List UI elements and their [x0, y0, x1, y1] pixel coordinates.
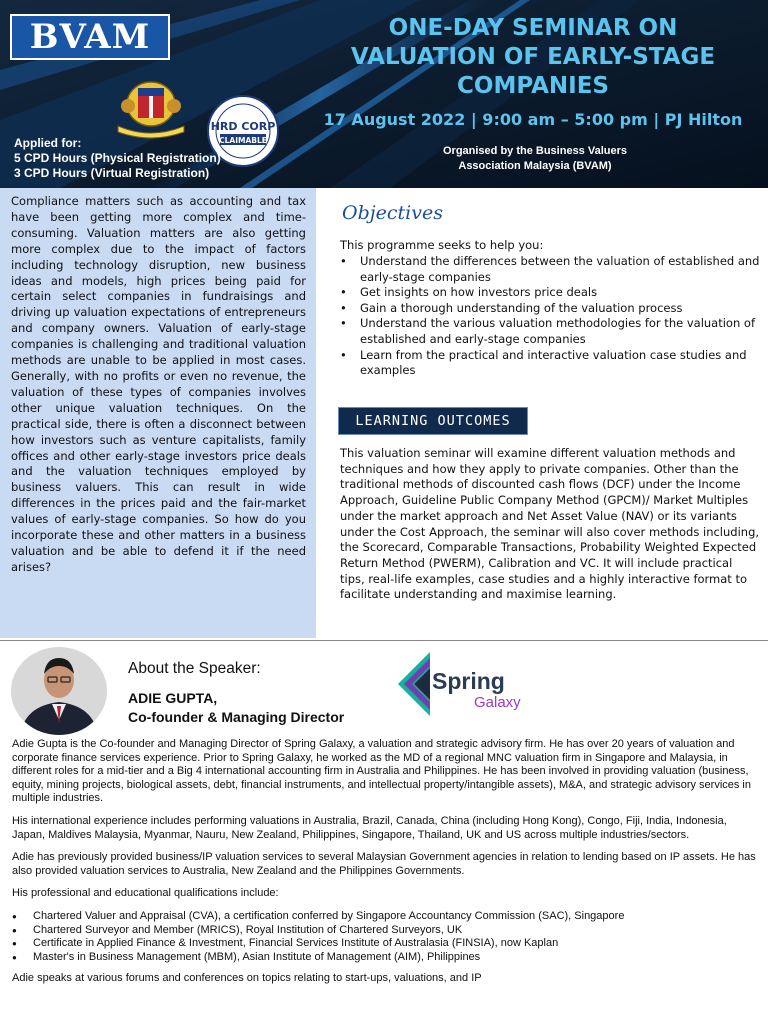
- organiser-line: Organised by the Business Valuers: [442, 145, 627, 157]
- bio-paragraph: Adie Gupta is the Co-founder and Managing Director of Spring Galaxy, a valuation and strategic advisory firm. He has over 20 years of valuation and corporate finance services experience. Prior to Spring Galaxy, he worked as the MD of a regional MNC valuation firm in Singapore and Malaysia, in different roles for a mid-tier and a Big 4 international accounting firm in Australia and Philippines. He has been involved in providing valuation (business, equity, mining projects, biological assets, debt, financial instruments, and intellectual property/intangible assets), M&A, and strategic advisory services in multiple industries.: [12, 738, 751, 805]
- objective-item: • Get insights on how investors price deals: [340, 285, 760, 301]
- bio-closing: Adie speaks at various forums and conferences on topics relating to start-ups, valuations, and IP: [12, 972, 482, 985]
- speaker-name-block: [128, 689, 344, 727]
- objective-item: • Understand the differences between the valuation of established and early-stage companies: [340, 254, 760, 285]
- objectives-list: [340, 254, 760, 379]
- spring-logo-text: Spring: [432, 668, 505, 694]
- cpd-line: Applied for:: [14, 136, 82, 150]
- organiser-info: [410, 144, 660, 174]
- bio-paragraph: Adie has previously provided business/IP valuation services to several Malaysian Government agencies in relation to lending based on IP assets. He has also provided valuation services to Australia, New Zealand and the Philippines Governments.: [12, 851, 756, 877]
- qualification-item: ● Chartered Surveyor and Member (MRICS), Royal Institution of Chartered Surveyors, UK: [12, 924, 758, 938]
- learning-outcomes-heading: LEARNING OUTCOMES: [355, 413, 511, 429]
- cpd-line: 3 CPD Hours (Virtual Registration): [14, 166, 210, 180]
- government-seal-icon: [108, 76, 194, 142]
- qualifications-list: [12, 910, 758, 964]
- learning-outcomes-text: This valuation seminar will examine different valuation methods and techniques and how they apply to private companies. Other than the traditional methods of discounted cash flows (DCF) under the Income Approach, Guideline Public Company Method (GPCM)/ Market Multiples under the market approach and Net Asset Value (NAV) or its variants under the Cost Approach, the seminar will also cover methods including, the Scorecard, Comparable Transactions, Probability Weighted Expected Return Method (PWERM), Calibration and VC. It will include practical tips, real-life examples, case studies and a highly interactive format to facilitate understanding and maximise learning.: [340, 446, 760, 602]
- learning-outcomes-banner: [338, 407, 528, 435]
- date-time-venue: 17 August 2022 | 9:00 am – 5:00 pm | PJ Hilton: [323, 110, 743, 129]
- cpd-line: 5 CPD Hours (Physical Registration): [14, 151, 221, 165]
- galaxy-logo-text: Galaxy: [474, 694, 521, 711]
- speaker-name: ADIE GUPTA,: [128, 690, 218, 706]
- objective-item: • Understand the various valuation methodologies for the valuation of established and early-stage companies: [340, 316, 760, 347]
- objectives-panel: [326, 188, 766, 638]
- title-line: VALUATION OF EARLY-STAGE: [350, 44, 716, 70]
- speaker-photo: [10, 646, 108, 736]
- hrd-corp-seal-text: HRD CORP: [210, 120, 276, 133]
- title-line: COMPANIES: [457, 73, 609, 99]
- cpd-hours-info: [14, 136, 221, 181]
- objective-item: • Gain a thorough understanding of the valuation process: [340, 301, 760, 317]
- qualification-item: ● Chartered Valuer and Appraisal (CVA), a certification conferred by Singapore Accountancy Commission (SAC), Singapore: [12, 910, 758, 924]
- speaker-role: Co-founder & Managing Director: [128, 709, 345, 725]
- header-banner: [0, 0, 768, 188]
- organiser-line: Association Malaysia (BVAM): [458, 160, 612, 172]
- claimable-seal-text: CLAIMABLE: [219, 136, 267, 145]
- intro-panel: [0, 188, 316, 638]
- bvam-logo-text: BVAM: [29, 17, 151, 57]
- title-line: ONE-DAY SEMINAR ON: [388, 15, 678, 41]
- objective-item: • Learn from the practical and interactive valuation case studies and examples: [340, 348, 760, 379]
- bvam-logo: [10, 14, 170, 60]
- bio-paragraph: His professional and educational qualifications include:: [12, 887, 279, 900]
- section-divider: [0, 640, 768, 641]
- objectives-heading: Objectives: [342, 202, 443, 224]
- qualification-item: ● Master's in Business Management (MBM), Asian Institute of Management (AIM), Philippines: [12, 951, 758, 965]
- about-speaker-heading: About the Speaker:: [128, 660, 261, 677]
- speaker-bio: [12, 738, 758, 995]
- objectives-intro: This programme seeks to help you:: [340, 238, 544, 252]
- intro-paragraph: Compliance matters such as accounting and tax have been getting more complex and time-consuming. Valuation matters are also getting more complex due to the impact of factors including technology disruption, new business ideas and models, high prices being paid for certain select companies in fundraisings and driving up valuation expectations of entrepreneurs and company owners. Valuation of early-stage companies is challenging and traditional valuation methods are unable to be applied in most cases. Generally, with no profits or even no revenue, the valuation of these types of companies involves other unique valuation techniques. On the practical side, there is often a disconnect between how investors such as venture capitalists, family offices and other early-stage investors price deals and the valuation techniques employed by business valuers. This can result in wide differences in the prices paid and the fair-market values of early-stage companies. So how do you incorporate these and other matters in a business valuation and be able to defend it if the need arises?: [11, 194, 306, 574]
- seminar-title: [300, 14, 766, 101]
- qualification-item: ● Certificate in Applied Finance & Investment, Financial Services Institute of Australasia (FINSIA), now Kaplan: [12, 937, 758, 951]
- bio-paragraph: His international experience includes performing valuations in Australia, Brazil, Canada, China (including Hong Kong), Congo, Fiji, India, Indonesia, Japan, Maldives Malaysia, Myanmar, Nauru, New Zealand, Philippines, Singapore, Thailand, UK and US across multiple industries/sectors.: [12, 814, 727, 841]
